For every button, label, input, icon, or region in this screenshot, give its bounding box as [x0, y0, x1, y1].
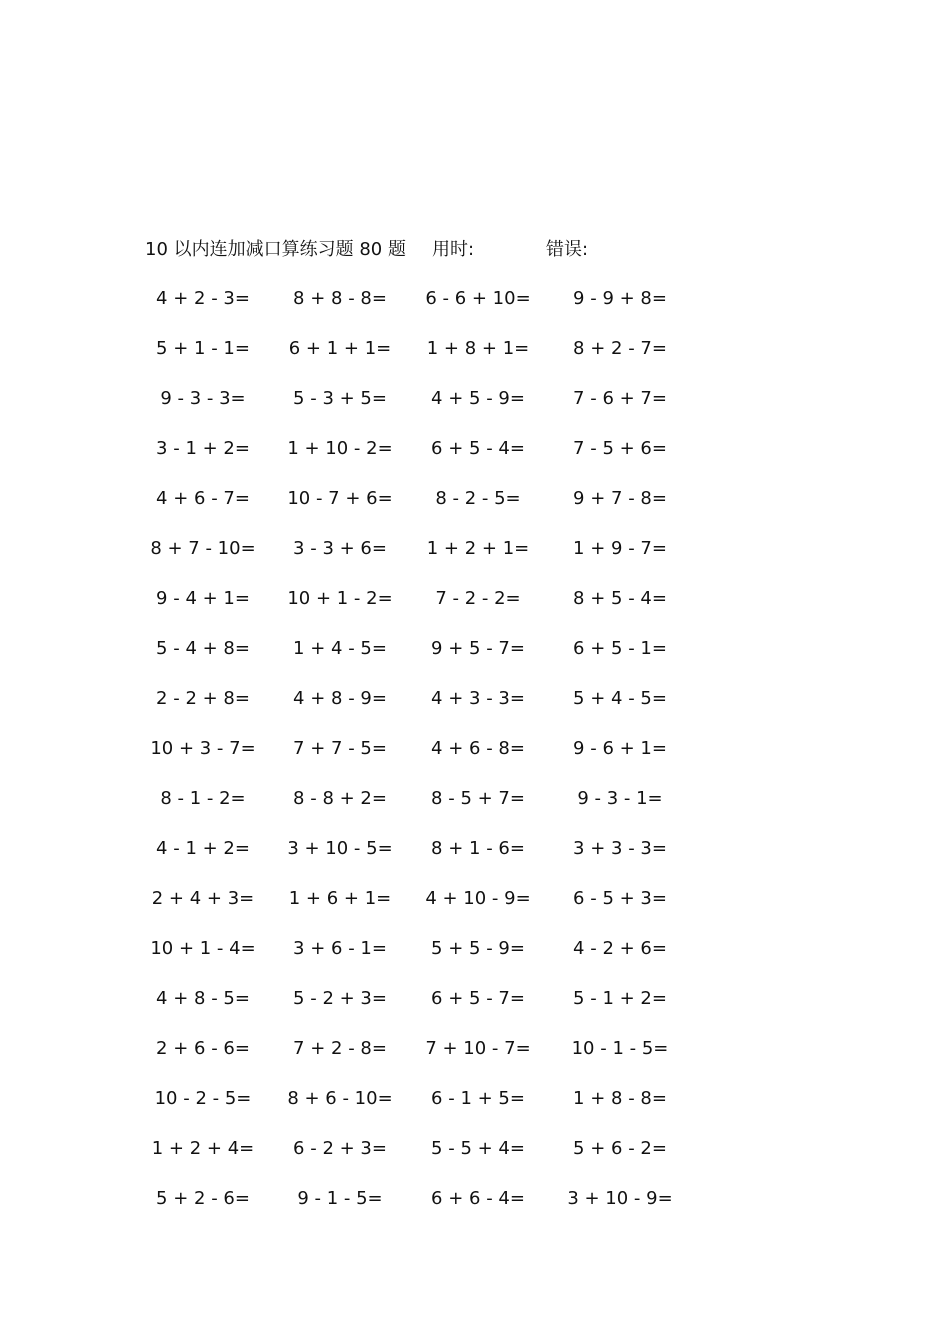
problem-item: 2 + 6 - 6= — [156, 1038, 250, 1059]
problem-row — [0, 834, 950, 864]
problem-item: 10 + 1 - 4= — [150, 938, 256, 959]
problem-item: 7 + 10 - 7= — [425, 1038, 531, 1059]
problem-item: 4 + 2 - 3= — [156, 288, 250, 309]
problem-row — [0, 884, 950, 914]
problem-row — [0, 384, 950, 414]
problem-row — [0, 934, 950, 964]
problem-item: 5 + 4 - 5= — [573, 688, 667, 709]
problem-item: 6 + 5 - 7= — [431, 988, 525, 1009]
problem-row — [0, 284, 950, 314]
problem-item: 4 - 1 + 2= — [156, 838, 250, 859]
problem-item: 8 - 8 + 2= — [293, 788, 387, 809]
problem-row — [0, 1184, 950, 1214]
problem-item: 5 + 6 - 2= — [573, 1138, 667, 1159]
worksheet-title: 10 以内连加减口算练习题 80 题 — [145, 239, 406, 260]
problem-item: 1 + 9 - 7= — [573, 538, 667, 559]
problem-item: 5 - 3 + 5= — [293, 388, 387, 409]
problem-item: 1 + 8 + 1= — [426, 338, 530, 359]
problem-row — [0, 684, 950, 714]
problem-row — [0, 584, 950, 614]
problem-item: 7 - 5 + 6= — [573, 438, 667, 459]
problem-item: 4 + 8 - 9= — [293, 688, 387, 709]
problem-item: 9 - 9 + 8= — [573, 288, 667, 309]
problem-item: 3 + 10 - 9= — [567, 1188, 673, 1209]
problem-row — [0, 984, 950, 1014]
problem-item: 5 + 2 - 6= — [156, 1188, 250, 1209]
problem-item: 7 - 2 - 2= — [435, 588, 521, 609]
problem-item: 1 + 10 - 2= — [287, 438, 393, 459]
problem-item: 10 - 2 - 5= — [154, 1088, 252, 1109]
problem-item: 5 + 5 - 9= — [431, 938, 525, 959]
problem-item: 6 - 1 + 5= — [431, 1088, 525, 1109]
problem-item: 3 - 3 + 6= — [293, 538, 387, 559]
problem-item: 1 + 6 + 1= — [288, 888, 392, 909]
problem-item: 7 + 7 - 5= — [293, 738, 387, 759]
problem-row — [0, 434, 950, 464]
problem-row — [0, 1134, 950, 1164]
problem-item: 3 + 10 - 5= — [287, 838, 393, 859]
problem-item: 8 - 5 + 7= — [431, 788, 525, 809]
problem-item: 1 + 2 + 1= — [426, 538, 530, 559]
problem-item: 4 + 3 - 3= — [431, 688, 525, 709]
problem-item: 8 + 1 - 6= — [431, 838, 525, 859]
time-label: 用时: — [432, 239, 475, 260]
problem-item: 8 - 1 - 2= — [160, 788, 246, 809]
errors-label: 错误: — [546, 239, 589, 260]
problem-item: 6 + 5 - 4= — [431, 438, 525, 459]
problem-item: 9 - 1 - 5= — [297, 1188, 383, 1209]
problem-item: 9 + 5 - 7= — [431, 638, 525, 659]
problem-item: 3 - 1 + 2= — [156, 438, 250, 459]
problem-row — [0, 784, 950, 814]
problem-item: 8 - 2 - 5= — [435, 488, 521, 509]
problem-item: 10 - 7 + 6= — [287, 488, 393, 509]
problem-item: 1 + 4 - 5= — [293, 638, 387, 659]
problem-item: 4 + 5 - 9= — [431, 388, 525, 409]
problem-item: 5 + 1 - 1= — [156, 338, 250, 359]
problem-item: 10 - 1 - 5= — [571, 1038, 669, 1059]
problem-item: 5 - 1 + 2= — [573, 988, 667, 1009]
problem-item: 7 - 6 + 7= — [573, 388, 667, 409]
problem-item: 6 + 5 - 1= — [573, 638, 667, 659]
problem-item: 4 + 8 - 5= — [156, 988, 250, 1009]
problem-item: 10 + 1 - 2= — [287, 588, 393, 609]
problem-item: 6 - 6 + 10= — [425, 288, 531, 309]
problem-item: 7 + 2 - 8= — [293, 1038, 387, 1059]
problem-item: 8 + 6 - 10= — [287, 1088, 393, 1109]
problem-item: 6 + 1 + 1= — [288, 338, 392, 359]
problem-row — [0, 484, 950, 514]
problem-item: 2 - 2 + 8= — [156, 688, 250, 709]
problem-item: 9 - 4 + 1= — [156, 588, 250, 609]
problem-item: 9 - 6 + 1= — [573, 738, 667, 759]
problem-item: 6 + 6 - 4= — [431, 1188, 525, 1209]
problem-item: 5 - 4 + 8= — [156, 638, 250, 659]
problem-item: 4 - 2 + 6= — [573, 938, 667, 959]
problem-item: 4 + 6 - 8= — [431, 738, 525, 759]
problem-item: 2 + 4 + 3= — [151, 888, 255, 909]
problem-row — [0, 334, 950, 364]
problem-row — [0, 634, 950, 664]
problem-item: 6 - 5 + 3= — [573, 888, 667, 909]
problem-item: 8 + 8 - 8= — [293, 288, 387, 309]
problem-item: 4 + 10 - 9= — [425, 888, 531, 909]
problem-item: 3 + 3 - 3= — [573, 838, 667, 859]
problem-item: 8 + 7 - 10= — [150, 538, 256, 559]
problem-item: 10 + 3 - 7= — [150, 738, 256, 759]
problem-item: 6 - 2 + 3= — [293, 1138, 387, 1159]
problem-item: 9 + 7 - 8= — [573, 488, 667, 509]
problem-item: 9 - 3 - 3= — [160, 388, 246, 409]
problem-row — [0, 534, 950, 564]
problem-item: 1 + 8 - 8= — [573, 1088, 667, 1109]
problem-row — [0, 1084, 950, 1114]
problem-row — [0, 1034, 950, 1064]
problem-item: 1 + 2 + 4= — [151, 1138, 255, 1159]
problem-item: 5 - 5 + 4= — [431, 1138, 525, 1159]
problem-item: 3 + 6 - 1= — [293, 938, 387, 959]
problem-item: 8 + 2 - 7= — [573, 338, 667, 359]
problem-item: 4 + 6 - 7= — [156, 488, 250, 509]
problem-row — [0, 734, 950, 764]
problem-item: 5 - 2 + 3= — [293, 988, 387, 1009]
problem-item: 8 + 5 - 4= — [573, 588, 667, 609]
problem-item: 9 - 3 - 1= — [577, 788, 663, 809]
